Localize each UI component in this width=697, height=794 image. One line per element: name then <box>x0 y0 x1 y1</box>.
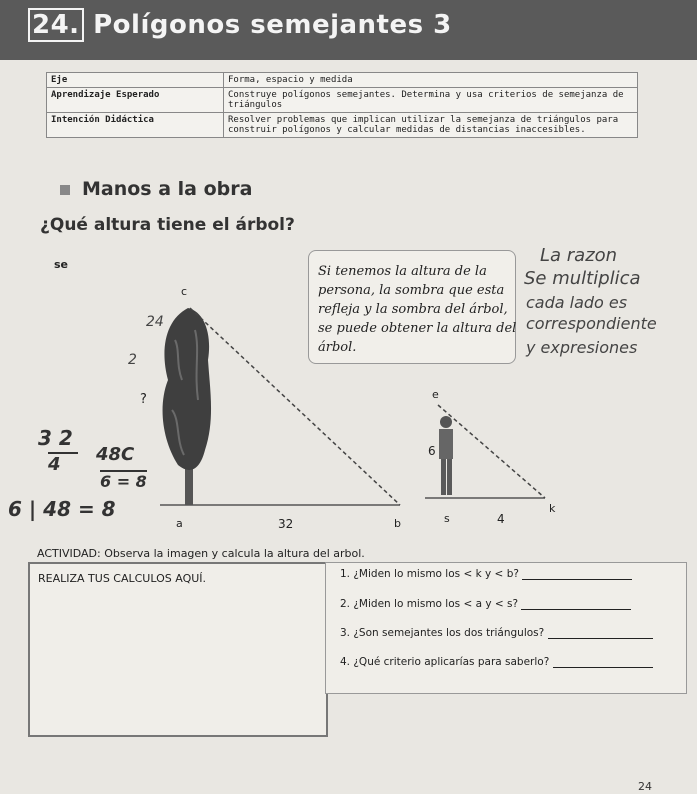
question-text: 3. ¿Son semejantes los dos triángulos? <box>340 627 545 639</box>
question-item <box>340 627 653 639</box>
label-e: e <box>432 388 439 401</box>
table-value: Construye polígonos semejantes. Determina y usa criterios de semejanza de triángulos <box>224 88 638 113</box>
section-title: Manos a la obra <box>82 178 253 200</box>
question-item <box>340 656 653 668</box>
label-k: k <box>549 502 556 515</box>
calc-label: REALIZA TUS CALCULOS AQUÍ. <box>38 572 207 585</box>
handwriting-fraction: 6 = 8 <box>100 472 147 491</box>
handwriting-line: cada lado es <box>526 293 628 312</box>
callout-text: Si tenemos la altura de la persona, la sombra que esta refleja y la sombra del árbol, se puede obtener la altura del árbol. <box>318 264 517 355</box>
calculation-area[interactable] <box>28 562 328 737</box>
answer-blank[interactable] <box>553 656 653 668</box>
square-bullet-icon <box>60 185 70 195</box>
page-number: 24 <box>638 780 652 793</box>
handwriting-line: correspondiente <box>526 314 657 333</box>
question-text: 1. ¿Miden lo mismo los < k y < b? <box>340 568 519 580</box>
section-heading <box>60 178 252 200</box>
info-table <box>46 72 638 138</box>
label-question: ? <box>140 392 147 407</box>
handwriting-division: 6 | 48 = 8 <box>8 497 116 521</box>
answer-blank[interactable] <box>522 568 632 580</box>
handwriting-margin: 2 <box>128 352 137 368</box>
answer-blank[interactable] <box>521 598 631 610</box>
lesson-number: 24. <box>28 8 84 42</box>
page-title <box>28 10 452 40</box>
lesson-title: Polígonos semejantes 3 <box>93 10 452 40</box>
label-32: 32 <box>278 517 294 531</box>
question-item <box>340 568 632 580</box>
table-row <box>47 73 638 88</box>
table-row <box>47 113 638 138</box>
question-item <box>340 598 631 610</box>
table-key: Intención Didáctica <box>47 113 224 138</box>
tree-foliage-icon <box>163 308 211 470</box>
label-s: s <box>444 512 450 525</box>
table-value: Resolver problemas que implican utilizar la semejanza de triángulos para construir polígonos y calcular medidas de distancias inaccesibles. <box>224 113 638 138</box>
label-b: b <box>394 517 401 530</box>
answer-blank[interactable] <box>548 627 653 639</box>
sun-ray-person <box>438 405 545 498</box>
handwriting-fraction: 48C <box>96 444 135 465</box>
handwriting-fraction: 4 <box>48 452 78 475</box>
se-label: se <box>54 258 69 271</box>
handwriting-line: y expresiones <box>526 338 638 357</box>
table-value: Forma, espacio y medida <box>224 73 638 88</box>
label-4: 4 <box>497 512 505 526</box>
table-key: Eje <box>47 73 224 88</box>
person-body <box>439 429 453 459</box>
handwriting-line: Se multiplica <box>524 268 641 289</box>
activity-title: ACTIVIDAD: Observa la imagen y calcula la altura del arbol. <box>37 547 365 560</box>
label-c: c <box>181 285 188 298</box>
table-key: Aprendizaje Esperado <box>47 88 224 113</box>
handwriting-fraction: 3 2 <box>38 426 73 450</box>
label-a: a <box>176 517 183 530</box>
label-6: 6 <box>428 444 436 458</box>
handwriting-margin: 24 <box>146 314 164 330</box>
main-question: ¿Qué altura tiene el árbol? <box>40 215 295 235</box>
table-row <box>47 88 638 113</box>
question-text: 2. ¿Miden lo mismo los < a y < s? <box>340 598 519 610</box>
person-head-icon <box>440 416 452 428</box>
handwriting-line: La razon <box>540 245 618 266</box>
question-text: 4. ¿Qué criterio aplicarías para saberlo? <box>340 656 550 668</box>
